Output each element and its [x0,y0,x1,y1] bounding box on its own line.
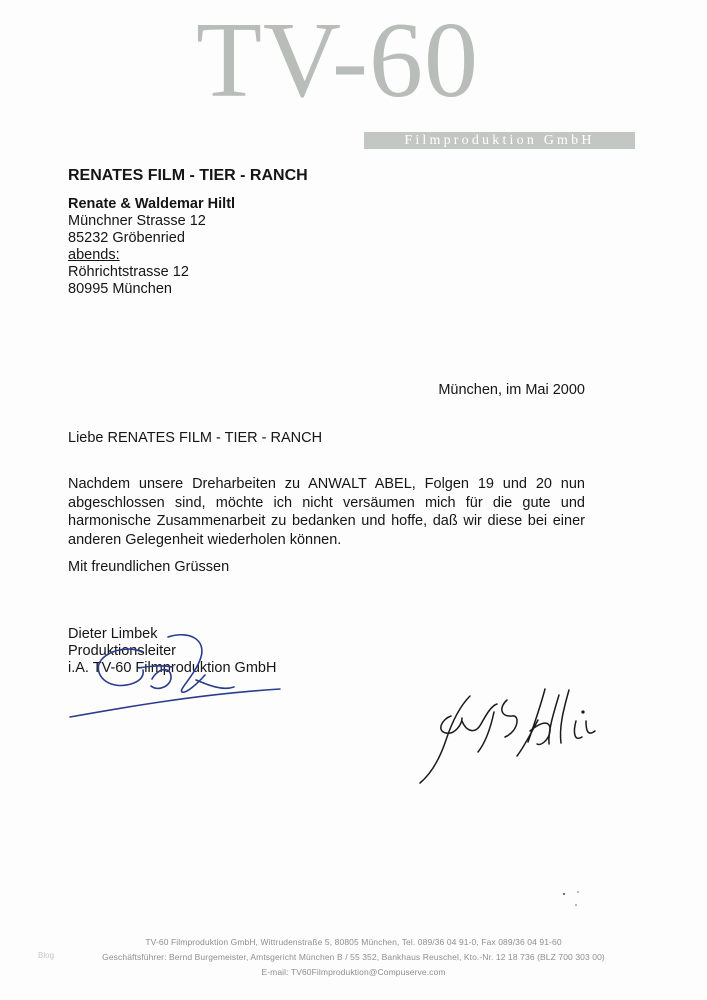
letter-date: München, im Mai 2000 [438,382,585,398]
recipient-name: Renate & Waldemar Hiltl [68,196,236,212]
recipient-company: RENATES FILM - TIER - RANCH [68,167,308,184]
scan-specks [560,888,590,908]
recipient-street: Münchner Strasse 12 [68,213,206,229]
recipient-street-2: Röhrichtstrasse 12 [68,264,189,280]
footer-address: TV-60 Filmproduktion GmbH, Wittrudenstraße 5, 80805 München, Tel. 089/36 04 91-0, Fax 089/36 04 91-60 [145,937,562,947]
recipient-city-2: 80995 München [68,281,172,297]
salutation: Liebe RENATES FILM - TIER - RANCH [68,430,323,446]
footer-email: E-mail: TV60Filmproduktion@Compuserve.com [261,967,446,977]
recipient-city: 85232 Gröbenried [68,230,185,246]
closing: Mit freundlichen Grüssen [68,559,230,575]
sender-name: Dieter Limbek [68,626,158,642]
logo-subtitle-bar: Filmproduktion GmbH [364,132,635,149]
sender-company: i.A. TV-60 Filmproduktion GmbH [68,660,277,676]
sender-title: Produktionsleiter [68,643,176,659]
footer-registration: Geschäftsführer: Bernd Burgemeister, Amtsgericht München B / 55 352, Bankhaus Reuschel, Kto.-Nr. 12 18 736 (BLZ 700 303 00) [102,952,605,962]
logo-wordmark: TV-60 [196,1,480,120]
letter-body: Nachdem unsere Dreharbeiten zu ANWALT ABEL, Folgen 19 und 20 nun abgeschlossen sind, möchte ich nicht versäumen mich für die gute und harmonische Zusammenarbeit zu bedanken und hoffe, daß wir diese bei einer anderen Gelegenheit wiederholen können. [68,476,585,548]
recipient-evening-label: abends: [68,247,120,263]
black-signature [420,689,595,783]
company-logo [196,1,636,148]
watermark-text: Blog [38,951,55,960]
